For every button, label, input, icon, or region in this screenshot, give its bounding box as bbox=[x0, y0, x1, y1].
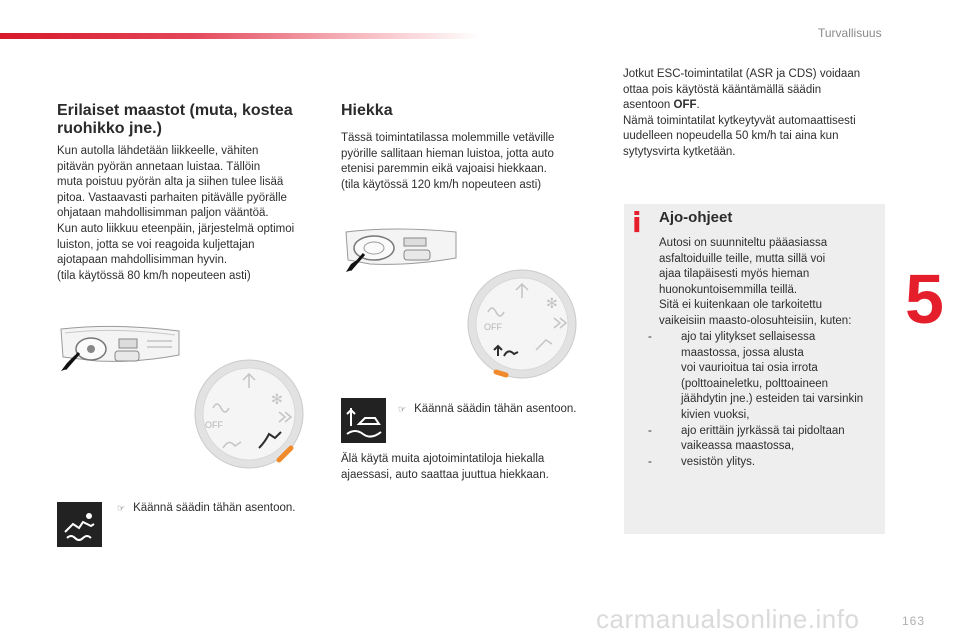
esc-description bbox=[623, 67, 893, 161]
mud-instruction bbox=[117, 502, 296, 514]
snowflake-icon: ✻ bbox=[546, 296, 558, 312]
esc-text-before: Jotkut ESC-toimintatilat (ASR ja CDS) voidaan ottaa pois käytöstä kääntämällä säädin asentoon bbox=[623, 68, 861, 112]
mud-instruction-text: Käännä säädin tähän asentoon. bbox=[133, 502, 296, 514]
finger-icon: ☞ bbox=[398, 404, 407, 414]
mud-description: Kun autolla lähdetään liikkeelle, vähiten pitävän pyörän annetaan luistaa. Tällöin muta poistuu pyörän alta ja siihen tulee lisää pitoa. Vastaavasti parhaiten pitävälle pyörälle ohjataan mahdollisimman paljon vääntöä. Kun auto liikkuu eteenpäin, järjestelmä optimoi luiston, jotta se voi reagoida kuljettajan ajotapaan mahdollisimman hyvin. (tila käytössä 80 km/h nopeuteen asti) bbox=[57, 145, 295, 282]
drive-mode-knob-sand bbox=[466, 268, 578, 380]
dashboard-illustration-mud bbox=[57, 323, 182, 373]
finger-icon: ☞ bbox=[117, 503, 126, 513]
snowflake-icon: ✻ bbox=[271, 392, 283, 408]
sand-mode-icon bbox=[341, 398, 386, 443]
sand-description: Tässä toimintatilassa molemmille vetäville pyörille sallitaan hieman luistoa, jotta auto etenisi paremmin eikä vajoaisi hiekkaan. (tila käytössä 120 km/h nopeuteen asti) bbox=[341, 132, 555, 191]
knob-off-label: OFF bbox=[484, 322, 502, 332]
page-number: 163 bbox=[902, 614, 926, 628]
section-title: Turvallisuus bbox=[818, 26, 882, 40]
knob-position-marker bbox=[496, 372, 506, 375]
mud-heading: Erilaiset maastot (muta, kostea ruohikko jne.) bbox=[57, 102, 293, 137]
sand-heading: Hiekka bbox=[341, 102, 393, 119]
mud-mode-icon bbox=[57, 502, 102, 547]
sand-warning: Älä käytä muita ajotoimintatiloja hiekalla ajaessasi, auto saattaa juuttua hiekkaan. bbox=[341, 453, 549, 481]
chapter-number: 5 bbox=[905, 260, 944, 338]
knob-off-label: OFF bbox=[205, 420, 223, 430]
list-item: - ajo erittäin jyrkässä tai pidoltaan vaikeassa maastossa, bbox=[648, 424, 880, 455]
tips-intro: Autosi on suunniteltu pääasiassa asfaltoiduille teille, mutta sillä voi ajaa tilapäisesti myös hieman huonokuntoisemmilla teillä. Sitä ei kuitenkaan ole tarkoitettu vaikeisiin maasto-olosuhteisiin, kuten: bbox=[659, 237, 852, 327]
dashboard-illustration-sand bbox=[340, 224, 460, 274]
driving-tips-box bbox=[624, 204, 885, 534]
esc-off-word: OFF bbox=[673, 99, 697, 112]
header-accent-bar bbox=[0, 33, 480, 39]
tips-title: Ajo-ohjeet bbox=[659, 209, 733, 226]
list-item: - ajo tai ylitykset sellaisessa maastossa, jossa alusta voi vaurioitua tai osia irrota (polttoaineletku, polttoaineen jäähdytin jne.) esteiden tai varsinkin kivien vuoksi, bbox=[648, 330, 880, 424]
list-item: - vesistön ylitys. bbox=[648, 455, 880, 471]
watermark: carmanualsonline.info bbox=[596, 604, 860, 634]
drive-mode-knob-mud bbox=[193, 358, 305, 470]
info-icon: i bbox=[632, 206, 642, 239]
sand-instruction-text: Käännä säädin tähän asentoon. bbox=[414, 403, 577, 415]
tips-list bbox=[648, 330, 880, 470]
esc-text-after: . Nämä toimintatilat kytkeytyvät automaattisesti uudelleen nopeudella 50 km/h tai aina kun sytytysvirta kytketään. bbox=[623, 99, 856, 158]
sand-instruction bbox=[398, 403, 577, 415]
